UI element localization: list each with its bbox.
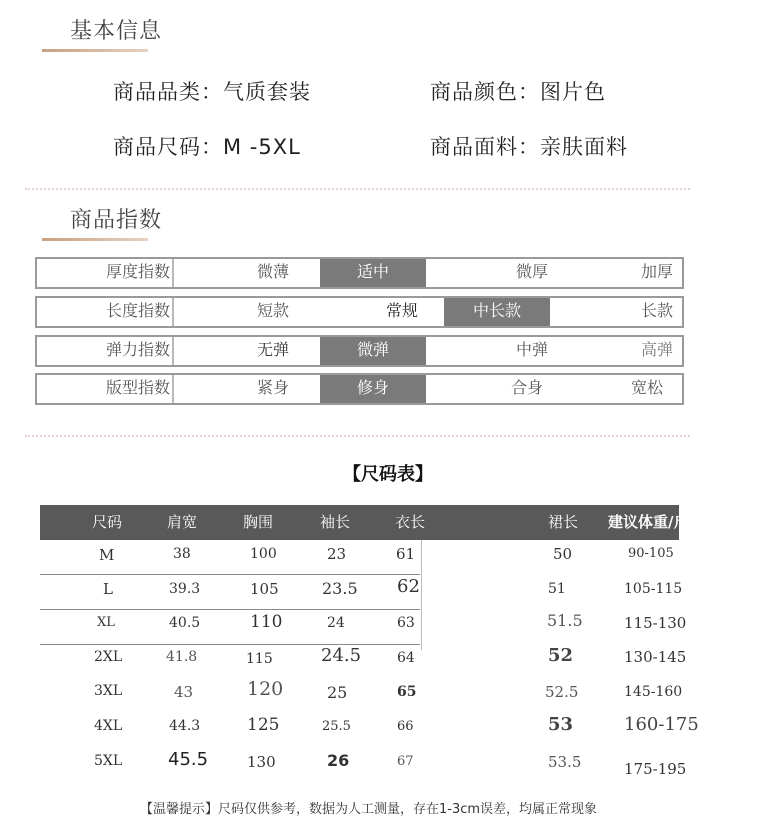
basic-info-title: 基本信息: [70, 19, 163, 44]
header-cell: 裙长: [548, 513, 579, 531]
header-cell: 尺码: [92, 513, 123, 531]
size-cell: L: [103, 580, 113, 598]
table-line: [40, 644, 420, 645]
info-fabric: 商品面料：亲肤面料: [430, 135, 628, 159]
size-cell: 100: [250, 546, 277, 562]
index-label: 弹力指数: [37, 337, 174, 365]
size-cell: 38: [173, 546, 191, 562]
size-cell: 115: [246, 651, 273, 667]
index-option: 合身: [510, 378, 543, 397]
size-cell: 175-195: [624, 760, 687, 778]
size-cell: 40.5: [169, 615, 201, 631]
size-cell: 24: [327, 615, 345, 631]
index-option-selected: 中长款: [444, 298, 550, 326]
table-line: [40, 609, 420, 610]
size-cell: 51.5: [547, 611, 583, 630]
size-cell: 160-175: [624, 714, 699, 735]
size-cell: 61: [396, 545, 416, 563]
index-option: 短款: [256, 301, 289, 320]
size-cell: 120: [247, 678, 284, 700]
size-cell: 23: [327, 545, 347, 563]
size-cell: 44.3: [169, 718, 201, 734]
index-row-length: [35, 296, 684, 328]
index-option: 宽松: [630, 378, 663, 397]
table-line: [40, 574, 420, 575]
size-cell: M: [99, 546, 115, 564]
divider: [25, 188, 690, 190]
index-option: 微薄: [256, 262, 289, 281]
size-cell: 23.5: [322, 579, 358, 598]
size-cell: 5XL: [94, 753, 123, 769]
index-option: 长款: [640, 301, 673, 320]
size-cell: 105-115: [624, 581, 683, 597]
size-cell: 52: [548, 645, 574, 666]
size-cell: 64: [397, 650, 415, 666]
index-option-selected: 修身: [320, 375, 426, 403]
header-cell: 肩宽: [167, 513, 198, 531]
header-cell: 袖长: [320, 513, 351, 531]
size-cell: 51: [548, 581, 566, 597]
size-cell: 115-130: [624, 614, 687, 632]
index-option: 常规: [385, 301, 418, 320]
size-chart-header: [40, 505, 689, 540]
table-line: [421, 540, 422, 650]
size-cell: 145-160: [624, 684, 683, 700]
basic-info-underline: [42, 49, 148, 52]
size-cell: 25: [327, 683, 348, 702]
size-cell: XL: [97, 615, 115, 630]
size-cell: 90-105: [628, 546, 674, 561]
header-cell: 胸围: [243, 513, 274, 531]
size-cell: 125: [247, 715, 280, 735]
index-option: 加厚: [640, 262, 673, 281]
size-cell: 2XL: [94, 649, 123, 665]
size-cell: 130: [247, 753, 276, 771]
size-cell: 62: [397, 576, 420, 597]
info-size: 商品尺码：M -5XL: [113, 135, 301, 159]
size-cell: 67: [397, 754, 414, 769]
size-cell: 25.5: [322, 719, 351, 734]
size-cell: 52.5: [545, 683, 579, 701]
size-cell: 41.8: [166, 649, 198, 665]
size-chart-title: 【尺码表】: [343, 464, 433, 485]
size-cell: 53: [548, 714, 574, 735]
info-color: 商品颜色：图片色: [430, 80, 606, 104]
index-label: 长度指数: [37, 298, 174, 326]
size-cell: 43: [174, 683, 194, 701]
index-label: 厚度指数: [37, 259, 174, 287]
size-cell: 50: [553, 545, 573, 563]
info-category: 商品品类：气质套装: [113, 80, 311, 104]
index-option-selected: 微弹: [320, 337, 426, 365]
divider: [25, 435, 690, 437]
size-cell: 110: [250, 612, 283, 632]
index-row-thickness: [35, 257, 684, 289]
index-option: 微厚: [515, 262, 548, 281]
index-row-fit: [35, 373, 684, 405]
product-index-title: 商品指数: [70, 208, 163, 233]
size-cell: 66: [397, 719, 414, 734]
index-label: 版型指数: [37, 375, 174, 403]
size-cell: 26: [327, 751, 350, 770]
size-cell: 130-145: [624, 648, 687, 666]
index-option: 中弹: [515, 340, 548, 359]
size-cell: 53.5: [548, 753, 582, 771]
header-cell: 建议体重/斤: [608, 513, 689, 531]
header-cell: 衣长: [395, 513, 426, 531]
index-row-elasticity: [35, 335, 684, 367]
index-option: 无弹: [256, 340, 289, 359]
size-cell: 63: [397, 615, 415, 631]
product-index-underline: [42, 238, 148, 241]
size-cell: 24.5: [321, 645, 362, 666]
size-cell: 105: [250, 580, 279, 598]
index-option: 高弹: [640, 340, 673, 359]
footnote: 【温馨提示】尺码仅供参考，数据为人工测量，存在1-3cm误差，均属正常现象: [140, 802, 598, 817]
index-option: 紧身: [256, 378, 289, 397]
size-cell: 45.5: [168, 749, 209, 770]
size-cell: 39.3: [169, 581, 201, 597]
size-cell: 65: [397, 684, 417, 700]
size-cell: 3XL: [94, 683, 123, 699]
size-cell: 4XL: [94, 718, 123, 734]
index-option-selected: 适中: [320, 259, 426, 287]
